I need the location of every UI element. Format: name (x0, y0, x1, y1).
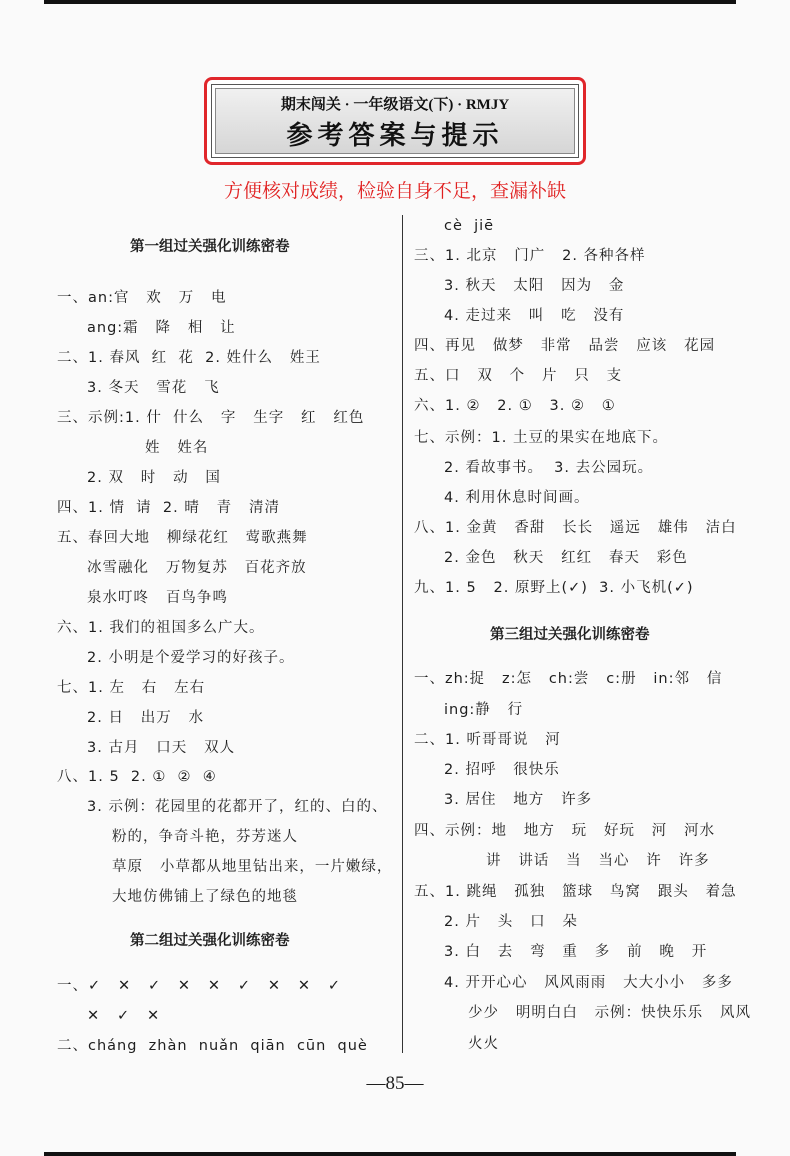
answer-line: 少少 明明白白 示例：快快乐乐 风风 (468, 1005, 751, 1021)
answer-line: 四、再见 做梦 非常 品尝 应该 花园 (414, 338, 716, 354)
answer-line: 3. 居住 地方 许多 (444, 792, 593, 808)
answer-line: 粉的，争奇斗艳，芬芳迷人 (112, 829, 298, 845)
answer-line: 3. 秋天 太阳 因为 金 (444, 278, 625, 294)
answer-line: ✕ ✓ ✕ (87, 1008, 161, 1024)
section-heading-2: 第二组过关强化训练密卷 (130, 933, 290, 949)
title-plate (211, 84, 579, 158)
answer-line: 三、1. 北京 门广 2. 各种各样 (414, 248, 646, 264)
answer-line: 2. 小明是个爱学习的好孩子。 (87, 650, 295, 666)
answer-line: 3. 示例：花园里的花都开了，红的、白的、 (87, 799, 388, 815)
answer-line: 五、春回大地 柳绿花红 莺歌燕舞 (57, 530, 308, 546)
answer-line: 四、示例：地 地方 玩 好玩 河 河水 (414, 823, 716, 839)
answer-line: 五、口 双 个 片 只 支 (414, 368, 623, 384)
answer-line: 六、1. ② 2. ① 3. ② ① (414, 398, 616, 414)
answer-line: 一、zh:捉 z:怎 ch:尝 c:册 in:邻 信 (414, 671, 723, 687)
answer-line: 七、1. 左 右 左右 (57, 680, 206, 696)
answer-line: 3. 冬天 雪花 飞 (87, 380, 220, 396)
answer-line: 火火 (468, 1036, 499, 1052)
answer-line: 四、1. 情 请 2. 晴 青 清清 (57, 500, 280, 516)
answer-line: 大地仿佛铺上了绿色的地毯 (112, 889, 298, 905)
answer-line: 八、1. 5 2. ① ② ④ (57, 769, 217, 785)
answer-line: 2. 招呼 很快乐 (444, 762, 560, 778)
answer-line: 4. 开开心心 风风雨雨 大大小小 多多 (444, 975, 733, 991)
answer-line: 3. 古月 口天 双人 (87, 740, 236, 756)
answer-line: 三、示例:1. 什 什么 字 生字 红 红色 (57, 410, 365, 426)
answer-line: 4. 走过来 叫 吃 没有 (444, 308, 625, 324)
answer-line: 姓 姓名 (145, 440, 209, 456)
answer-line: 4. 利用休息时间画。 (444, 490, 590, 506)
answer-line: 2. 看故事书。 3. 去公园玩。 (444, 460, 654, 476)
subtitle: 方便核对成绩，检验自身不足，查漏补缺 (223, 180, 566, 202)
bottom-rule (44, 1152, 736, 1156)
answer-line: 二、1. 春风 红 花 2. 姓什么 姓王 (57, 350, 321, 366)
answer-line: 泉水叮咚 百鸟争鸣 (87, 590, 228, 606)
answer-line: 九、1. 5 2. 原野上(✓) 3. 小飞机(✓) (414, 580, 694, 596)
answer-line: 一、✓ ✕ ✓ ✕ ✕ ✓ ✕ ✕ ✓ (57, 978, 341, 994)
answer-line: 二、1. 听哥哥说 河 (414, 732, 561, 748)
answer-line: 2. 日 出万 水 (87, 710, 205, 726)
top-rule (44, 0, 736, 4)
section-heading-3: 第三组过关强化训练密卷 (490, 627, 650, 643)
answer-line: 草原 小草都从地里钻出来，一片嫩绿， (112, 859, 393, 875)
title-frame (204, 77, 586, 165)
answer-line: 八、1. 金黄 香甜 长长 遥远 雄伟 洁白 (414, 520, 737, 536)
answer-line: 一、an:官 欢 万 电 (57, 290, 227, 306)
section-heading-1: 第一组过关强化训练密卷 (130, 239, 290, 255)
series-label: 期末闯关 · 一年级语文(下) · RMJY (280, 97, 510, 113)
answer-line: 二、cháng zhàn nuǎn qiān cūn què (57, 1038, 368, 1054)
answer-line: 3. 白 去 弯 重 多 前 晚 开 (444, 944, 708, 960)
answer-line: 2. 片 头 口 朵 (444, 914, 578, 930)
column-divider (402, 215, 403, 1053)
answer-line: 五、1. 跳绳 孤独 篮球 鸟窝 跟头 着急 (414, 884, 737, 900)
answer-line: 冰雪融化 万物复苏 百花齐放 (87, 560, 307, 576)
answer-line: ing:静 行 (444, 702, 524, 718)
answer-line: 2. 金色 秋天 红红 春天 彩色 (444, 550, 688, 566)
page-title: 参考答案与提示 (286, 121, 504, 151)
answer-line: ang:霜 降 相 让 (87, 320, 236, 336)
answer-line: cè jiē (444, 218, 495, 234)
page-number: —85— (366, 1073, 424, 1094)
answer-line: 六、1. 我们的祖国多么广大。 (57, 620, 265, 636)
answer-line: 讲 讲话 当 当心 许 许多 (486, 853, 710, 869)
answer-line: 2. 双 时 动 国 (87, 470, 221, 486)
answer-line: 七、示例：1. 土豆的果实在地底下。 (414, 430, 668, 446)
